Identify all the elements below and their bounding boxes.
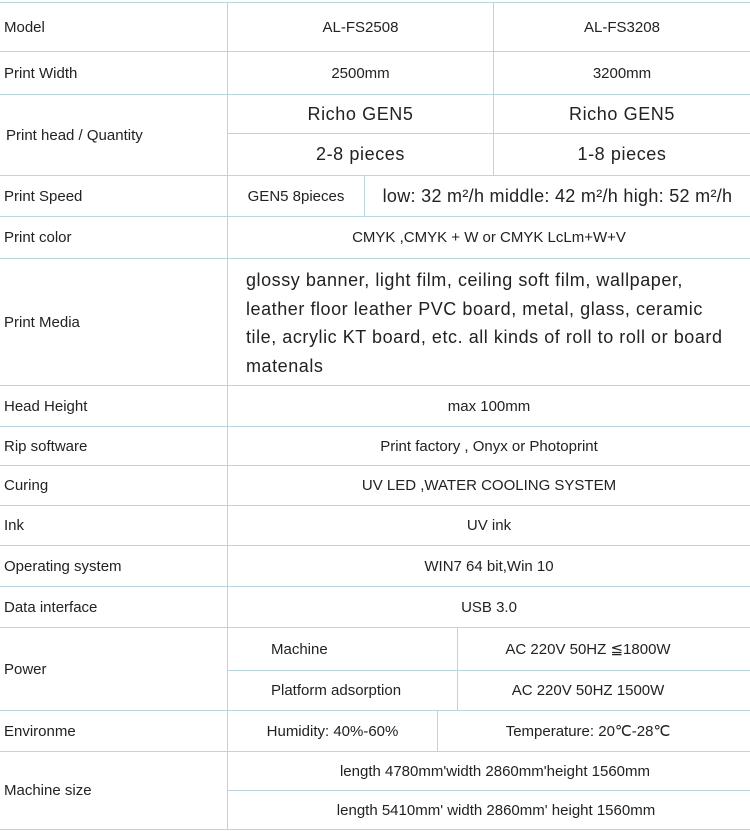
print-width-value-1: 2500mm [331,64,390,82]
print-media-line: leather floor leather PVC board, metal, glass, ceramic [246,298,703,319]
print-speed-value: low: 32 m²/h middle: 42 m²/h high: 52 m²/h [382,185,733,206]
temperature-value: Temperature: 20℃-28℃ [505,723,671,740]
label-curing: Curing [4,477,49,494]
model-value-1: AL-FS2508 [322,18,399,36]
head-quantity-1: 2-8 pieces [315,144,406,164]
label-rip-software: Rip software [4,437,88,455]
head-height-value: max 100mm [447,397,531,415]
print-media-line: glossy banner, light film, ceiling soft film, wallpaper, [246,270,683,290]
power-item-name: Platform adsorption [271,682,402,699]
label-print-color: Print color [4,229,72,246]
row-divider [0,829,750,830]
rip-software-value: Print factory , Onyx or Photoprint [380,437,598,455]
curing-value: UV LED ,WATER COOLING SYSTEM [361,477,617,494]
label-print-width: Print Width [4,64,78,82]
power-item-name: Machine [271,640,328,658]
label-print-speed: Print Speed [4,187,83,205]
label-machine-size: Machine size [4,782,92,799]
label-head-height: Head Height [4,397,88,415]
print-width-value-2: 3200mm [592,64,652,82]
label-print-head: Print head / Quantity [6,126,143,144]
power-item-value: AC 220V 50HZ 1500W [511,682,665,699]
label-model: Model [4,18,45,36]
print-media-value [246,266,746,384]
machine-size-value-2: length 5410mm' width 2860mm' height 1560mm [336,801,656,819]
label-print-media: Print Media [4,313,80,331]
label-environment: Environme [4,722,76,740]
label-operating-system: Operating system [4,557,122,575]
ink-value: UV ink [466,517,512,534]
power-item-value: AC 220V 50HZ ≦1800W [505,641,671,658]
head-quantity-2: 1-8 pieces [577,144,667,164]
print-head-1: Richo GEN5 [307,103,414,124]
model-value-2: AL-FS3208 [584,18,660,36]
label-ink: Ink [4,517,25,534]
data-interface-value: USB 3.0 [461,598,517,616]
operating-system-value: WIN7 64 bit,Win 10 [424,557,554,575]
print-media-line: tile, acrylic KT board, etc. all kinds of roll to roll or board [246,327,723,347]
label-power: Power [4,660,47,678]
print-media-line: matenals [246,355,324,376]
print-head-2: Richo GEN5 [568,103,676,124]
label-data-interface: Data interface [4,598,98,616]
humidity-value: Humidity: 40%-60% [266,722,399,740]
print-speed-head: GEN5 8pieces [247,187,345,205]
machine-size-value-1: length 4780mm'width 2860mm'height 1560mm [339,762,651,780]
print-color-value: CMYK ,CMYK + W or CMYK LcLm+W+V [352,229,626,246]
